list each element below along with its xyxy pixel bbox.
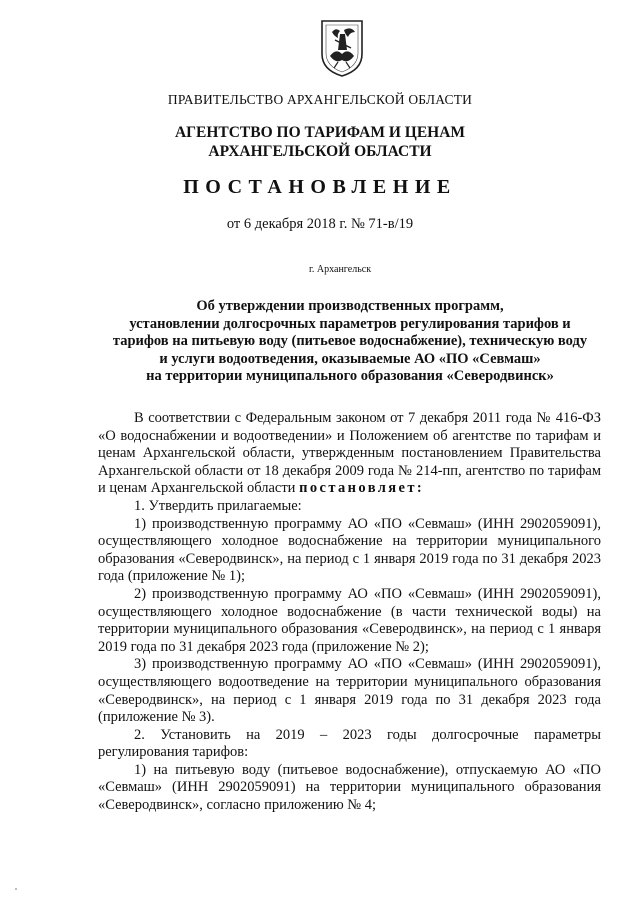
subject-line3: тарифов на питьевую воду (питьевое водоснабжение), техническую воду: [112, 333, 588, 349]
agency-title-line2: АРХАНГЕЛЬСКОЙ ОБЛАСТИ: [208, 143, 432, 160]
clause-1: 1. Утвердить прилагаемые:: [134, 497, 302, 514]
agency-title: [0, 123, 640, 161]
preamble-paragraph: [98, 410, 601, 498]
subject-line5: на территории муниципального образования «Северодвинск»: [146, 368, 554, 384]
city: г. Архангельск: [308, 264, 372, 275]
clause-2-1: 1) на питьевую воду (питьевое водоснабжение), отпускаемую АО «ПО «Севмаш» (ИНН 2902059091) на территории муниципального образования «Северодвинск», согласно приложению № 4;: [98, 761, 601, 814]
scan-speck: [15, 888, 17, 890]
subject-line2: установлении долгосрочных параметров регулирования тарифов и: [129, 315, 571, 332]
document-subject: [90, 298, 610, 386]
subject-line4: и услуги водоотведения, оказываемые АО «ПО «Севмаш»: [159, 350, 541, 367]
coat-of-arms-icon: [318, 18, 366, 78]
clause-2: 2. Установить на 2019 – 2023 годы долгосрочные параметры регулирования тарифов:: [98, 726, 601, 761]
decrees-word: постановляет:: [299, 480, 425, 497]
document-body: [98, 410, 601, 815]
date-and-number: от 6 декабря 2018 г. № 71-в/19: [226, 216, 414, 232]
preamble-text: В соответствии с Федеральным законом от 7 декабря 2011 года № 416-ФЗ «О водоснабжении и водоотведении» и Положением об агентстве по тарифам и ценам Архангельской области, утвержденным постановлением Правительства Архангельской области от 18 декабря 2009 года № 214-пп, агентство по тарифам и ценам Архангельской области: [98, 410, 601, 497]
agency-title-line1: АГЕНТСТВО ПО ТАРИФАМ И ЦЕНАМ: [174, 124, 466, 141]
clause-1-1: 1) производственную программу АО «ПО «Севмаш» (ИНН 2902059091), осуществляющего холодное водоснабжение на территории муниципального образования «Северодвинск», на период с 1 января 2019 года по 31 декабря 2023 года (приложение № 1);: [98, 515, 601, 585]
government-title: ПРАВИТЕЛЬСТВО АРХАНГЕЛЬСКОЙ ОБЛАСТИ: [167, 92, 473, 107]
clause-1-3: 3) производственную программу АО «ПО «Севмаш» (ИНН 2902059091), осуществляющего водоотведение на территории муниципального образования «Северодвинск», на период с 1 января 2019 года по 31 декабря 2023 года (приложение № 3).: [98, 656, 601, 726]
document-type-title: ПОСТАНОВЛЕНИЕ: [183, 176, 457, 198]
clause-1-2: 2) производственную программу АО «ПО «Севмаш» (ИНН 2902059091), осуществляющего холодное водоснабжение (в части технической воды) на территории муниципального образования «Северодвинск», на период с 1 января 2019 года по 31 декабря 2023 года (приложение № 2);: [98, 585, 601, 655]
subject-line1: Об утверждении производственных программ,: [196, 298, 504, 314]
